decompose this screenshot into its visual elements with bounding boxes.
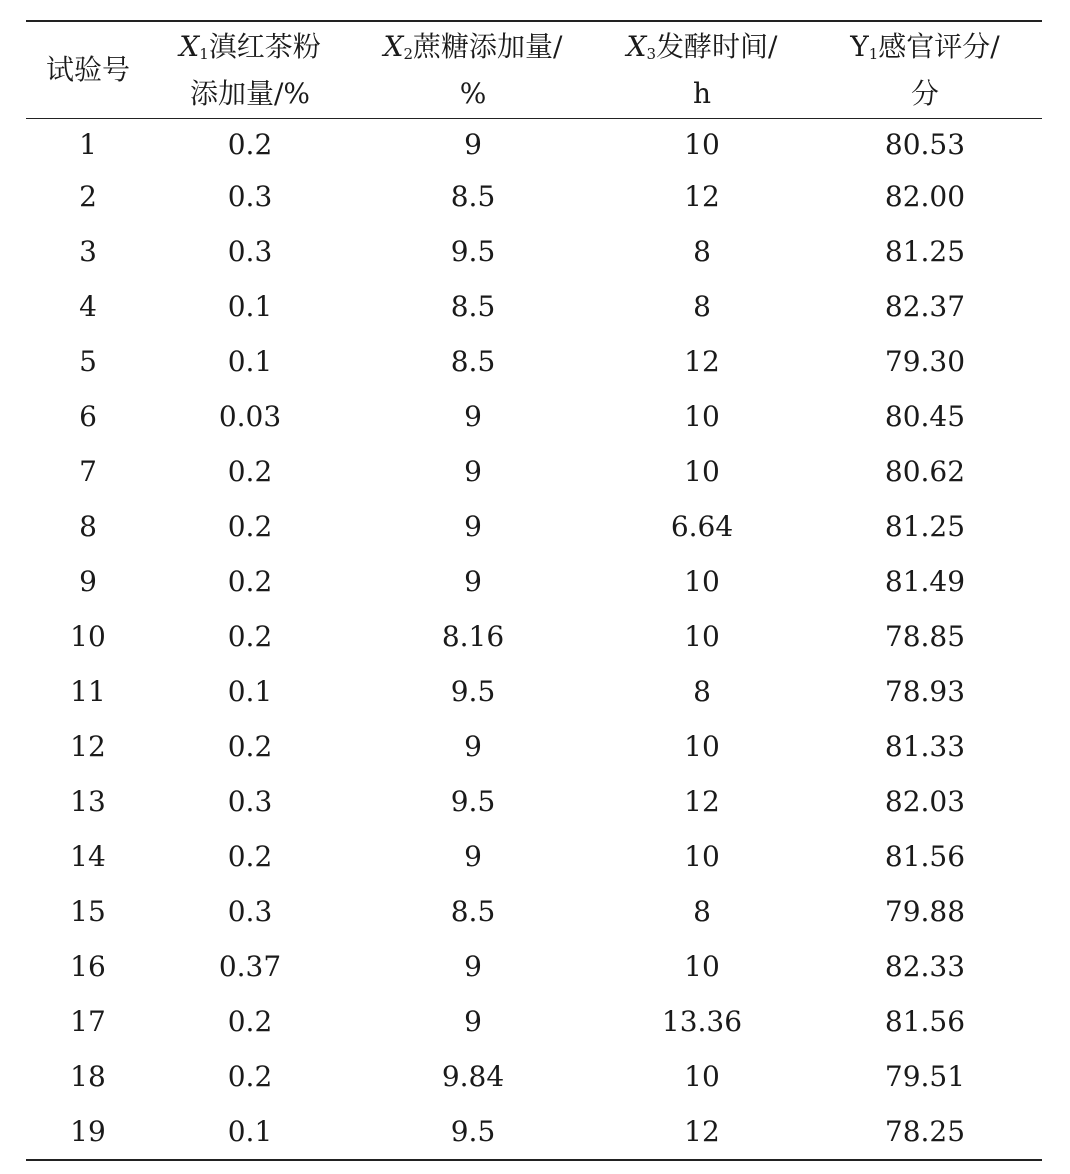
cell-x1-value: 0.2 xyxy=(227,840,273,873)
header-label-line-2: 添加量/% xyxy=(189,76,311,110)
table-row xyxy=(26,774,1042,829)
cell-y1-value: 81.56 xyxy=(884,840,966,873)
cell-x2-value: 8.5 xyxy=(450,895,496,928)
variable-subscript: 1 xyxy=(199,44,209,63)
cell-x3-value: 12 xyxy=(684,345,720,378)
cell-y1-value: 78.85 xyxy=(884,620,966,653)
table-row xyxy=(26,279,1042,334)
cell-x1-value: 0.1 xyxy=(227,1115,273,1148)
header-x3-fermentation-time xyxy=(596,21,808,119)
cell-x1-value: 0.2 xyxy=(227,1005,273,1038)
table-row xyxy=(26,169,1042,224)
cell-x1-value: 0.1 xyxy=(227,345,273,378)
cell-y1-value: 81.25 xyxy=(884,510,966,543)
cell-x1-value: 0.03 xyxy=(218,400,282,433)
cell-y1-value: 80.45 xyxy=(884,400,966,433)
cell-trial-number: 11 xyxy=(70,675,106,708)
cell-x2-value: 9 xyxy=(464,400,482,433)
cell-y1-value: 79.88 xyxy=(884,895,966,928)
cell-trial-number: 3 xyxy=(79,235,97,268)
cell-x1-value: 0.3 xyxy=(227,785,273,818)
cell-x3-value: 10 xyxy=(684,1060,720,1093)
cell-x2-value: 9.84 xyxy=(441,1060,505,1093)
cell-x1-value: 0.2 xyxy=(227,565,273,598)
cell-trial-number: 5 xyxy=(79,345,97,378)
table-row xyxy=(26,829,1042,884)
cell-trial-number: 12 xyxy=(70,730,106,763)
cell-y1-value: 81.49 xyxy=(884,565,966,598)
header-label-line-2: 分 xyxy=(910,76,939,110)
cell-y1-value: 80.62 xyxy=(884,455,966,488)
cell-y1-value: 79.51 xyxy=(884,1060,966,1093)
cell-trial-number: 8 xyxy=(79,510,97,543)
variable-symbol: X xyxy=(626,29,647,63)
cell-x3-value: 6.64 xyxy=(670,510,734,543)
cell-x2-value: 9 xyxy=(464,565,482,598)
cell-x3-value: 12 xyxy=(684,180,720,213)
cell-x1-value: 0.1 xyxy=(227,290,273,323)
cell-x2-value: 8.5 xyxy=(450,345,496,378)
header-text: 发酵时间/ xyxy=(656,29,778,63)
table-row xyxy=(26,664,1042,719)
table-row xyxy=(26,609,1042,664)
header-label: 试验号 xyxy=(45,53,130,86)
cell-trial-number: 9 xyxy=(79,565,97,598)
cell-trial-number: 15 xyxy=(70,895,106,928)
cell-trial-number: 2 xyxy=(79,180,97,213)
cell-trial-number: 7 xyxy=(79,455,97,488)
header-row xyxy=(26,21,1042,119)
table-row xyxy=(26,994,1042,1049)
header-text: 感官评分/ xyxy=(878,29,1000,63)
cell-y1-value: 78.93 xyxy=(884,675,966,708)
cell-y1-value: 80.53 xyxy=(884,127,966,161)
cell-x3-value: 10 xyxy=(684,840,720,873)
cell-trial-number: 1 xyxy=(79,127,97,161)
variable-symbol: Y xyxy=(850,29,869,63)
cell-x1-value: 0.2 xyxy=(227,1060,273,1093)
cell-x2-value: 9.5 xyxy=(450,675,496,708)
table-row xyxy=(26,939,1042,994)
cell-x2-value: 9.5 xyxy=(450,235,496,268)
cell-x3-value: 8 xyxy=(693,290,711,323)
cell-y1-value: 79.30 xyxy=(884,345,966,378)
cell-trial-number: 6 xyxy=(79,400,97,433)
cell-y1-value: 82.00 xyxy=(884,180,966,213)
table-row xyxy=(26,119,1042,170)
cell-x2-value: 9 xyxy=(464,510,482,543)
variable-symbol: X xyxy=(383,29,404,63)
cell-x3-value: 10 xyxy=(684,730,720,763)
cell-trial-number: 18 xyxy=(70,1060,106,1093)
cell-x2-value: 8.16 xyxy=(441,620,505,653)
header-label-line-2: h xyxy=(692,76,712,110)
cell-x2-value: 9 xyxy=(464,455,482,488)
cell-trial-number: 17 xyxy=(70,1005,106,1038)
table-body xyxy=(26,119,1042,1161)
cell-x2-value: 9 xyxy=(464,840,482,873)
cell-x2-value: 9.5 xyxy=(450,785,496,818)
table-row xyxy=(26,1104,1042,1160)
cell-trial-number: 16 xyxy=(70,950,106,983)
cell-x2-value: 9 xyxy=(464,730,482,763)
cell-x3-value: 10 xyxy=(684,400,720,433)
cell-x2-value: 9.5 xyxy=(450,1115,496,1148)
cell-x2-value: 9 xyxy=(464,950,482,983)
header-x2-sucrose xyxy=(350,21,596,119)
variable-subscript: 1 xyxy=(868,44,879,63)
variable-subscript: 2 xyxy=(403,44,414,63)
cell-x1-value: 0.1 xyxy=(227,675,273,708)
experiment-results-table xyxy=(26,20,1042,1161)
cell-x3-value: 8 xyxy=(693,675,711,708)
cell-trial-number: 4 xyxy=(79,290,97,323)
cell-x2-value: 8.5 xyxy=(450,180,496,213)
header-label-line-2: % xyxy=(459,76,487,110)
header-text: 蔗糖添加量/ xyxy=(413,29,563,63)
table-row xyxy=(26,334,1042,389)
cell-x3-value: 12 xyxy=(684,785,720,818)
cell-x1-value: 0.2 xyxy=(227,127,273,161)
cell-x3-value: 10 xyxy=(684,455,720,488)
cell-x3-value: 12 xyxy=(684,1115,720,1148)
variable-symbol: X xyxy=(179,29,200,63)
table-row xyxy=(26,499,1042,554)
table-row xyxy=(26,719,1042,774)
cell-y1-value: 81.25 xyxy=(884,235,966,268)
header-label-line-1 xyxy=(808,27,1042,74)
table-row xyxy=(26,444,1042,499)
cell-y1-value: 82.33 xyxy=(884,950,966,983)
cell-y1-value: 81.33 xyxy=(884,730,966,763)
cell-trial-number: 13 xyxy=(70,785,106,818)
header-x1-tea-powder xyxy=(150,21,350,119)
cell-trial-number: 19 xyxy=(70,1115,106,1148)
cell-x2-value: 9 xyxy=(464,127,482,161)
table-header xyxy=(26,21,1042,119)
header-trial-number xyxy=(26,21,150,119)
cell-y1-value: 82.37 xyxy=(884,290,966,323)
cell-x1-value: 0.3 xyxy=(227,895,273,928)
cell-x1-value: 0.37 xyxy=(218,950,282,983)
cell-y1-value: 81.56 xyxy=(884,1005,966,1038)
cell-trial-number: 14 xyxy=(70,840,106,873)
cell-x1-value: 0.2 xyxy=(227,730,273,763)
cell-x3-value: 13.36 xyxy=(661,1005,743,1038)
cell-trial-number: 10 xyxy=(70,620,106,653)
cell-y1-value: 78.25 xyxy=(884,1115,966,1148)
table-row xyxy=(26,224,1042,279)
table-row xyxy=(26,884,1042,939)
cell-x3-value: 10 xyxy=(684,565,720,598)
cell-x3-value: 10 xyxy=(684,127,720,161)
cell-x2-value: 8.5 xyxy=(450,290,496,323)
table-row xyxy=(26,1049,1042,1104)
header-y1-sensory-score xyxy=(808,21,1042,119)
cell-y1-value: 82.03 xyxy=(884,785,966,818)
cell-x1-value: 0.2 xyxy=(227,620,273,653)
cell-x3-value: 8 xyxy=(693,895,711,928)
header-label-line-1 xyxy=(150,27,350,74)
cell-x2-value: 9 xyxy=(464,1005,482,1038)
header-label-line-1 xyxy=(596,27,808,74)
cell-x1-value: 0.2 xyxy=(227,455,273,488)
variable-subscript: 3 xyxy=(646,44,657,63)
cell-x3-value: 10 xyxy=(684,950,720,983)
table-row xyxy=(26,554,1042,609)
data-table-container xyxy=(26,20,1042,1161)
table-row xyxy=(26,389,1042,444)
cell-x3-value: 10 xyxy=(684,620,720,653)
cell-x1-value: 0.3 xyxy=(227,235,273,268)
header-text: 滇红茶粉 xyxy=(208,29,321,63)
header-label-line-1 xyxy=(350,27,596,74)
cell-x1-value: 0.3 xyxy=(227,180,273,213)
cell-x3-value: 8 xyxy=(693,235,711,268)
cell-x1-value: 0.2 xyxy=(227,510,273,543)
